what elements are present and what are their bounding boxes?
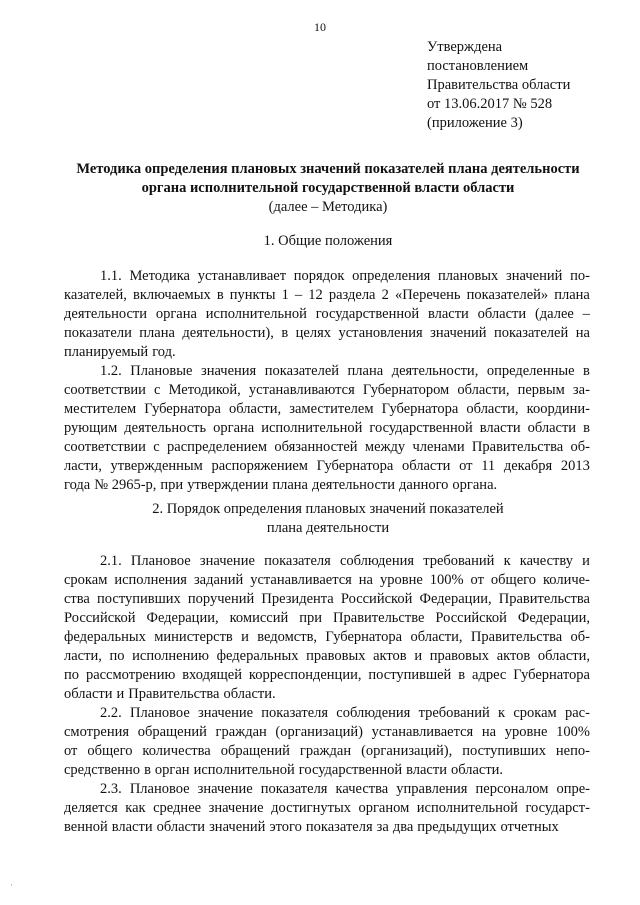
word: 1.1. (100, 268, 122, 284)
word: непо- (555, 743, 590, 759)
word: пункты (229, 287, 276, 303)
word: актов (373, 648, 407, 664)
word: между (364, 439, 406, 455)
word: качеству (519, 553, 573, 569)
word: количества (142, 743, 211, 759)
word: деятельности, (391, 363, 479, 379)
word: 2013 (560, 458, 590, 474)
word: утвержденным (110, 458, 203, 474)
word: включаемых (132, 287, 211, 303)
text-line (64, 419, 590, 438)
text-line (64, 685, 590, 704)
text-line (64, 571, 590, 590)
word: порядок (293, 268, 345, 284)
word: с (154, 382, 161, 398)
word: в (583, 420, 590, 436)
word: деляется (64, 800, 118, 816)
approval-line: Правительства области (427, 77, 571, 93)
word: области (527, 420, 577, 436)
word: управления (396, 781, 468, 797)
word: государственной (369, 420, 473, 436)
word: Президента (261, 591, 334, 607)
word: за- (572, 382, 590, 398)
word: деятельность (124, 420, 207, 436)
word: общего (87, 743, 133, 759)
text-line (64, 438, 590, 457)
word: уровне (504, 724, 548, 740)
word: Правительства (498, 591, 590, 607)
section-heading-2 (40, 500, 616, 538)
word: 100% (429, 572, 464, 588)
word: показатели (64, 325, 132, 341)
word: исполнительной (416, 800, 518, 816)
word: года (64, 477, 91, 493)
word: по (64, 667, 80, 683)
word: исполнительной (205, 306, 307, 322)
word: плана (272, 477, 308, 493)
word: качества (335, 781, 389, 797)
word: от (64, 743, 78, 759)
word: Федерации, (419, 591, 492, 607)
page-number: 10 (314, 20, 326, 34)
word: данного (399, 477, 449, 493)
text-line (64, 799, 590, 818)
word: смотрения (64, 724, 130, 740)
word: власти (479, 420, 521, 436)
word: декабря (503, 458, 553, 474)
word: установления (338, 325, 423, 341)
approval-line: постановлением (427, 58, 529, 74)
word: обращений (137, 724, 207, 740)
text-line (64, 552, 590, 571)
word: обращений (220, 743, 290, 759)
paragraph-1-1 (64, 267, 590, 362)
word: целях (295, 325, 332, 341)
word: за (376, 819, 389, 835)
word: поступившей (368, 667, 452, 683)
word: ласти, (64, 648, 102, 664)
word: 100% (556, 724, 590, 740)
word: предыдущих (417, 819, 497, 835)
word: Губернатора (325, 629, 403, 645)
word: области. (450, 762, 504, 778)
word: при (160, 477, 184, 493)
word: достигнутых (271, 800, 351, 816)
word: Правительстве (333, 610, 425, 626)
word: 1 (281, 287, 289, 303)
word: к (503, 553, 511, 569)
word: местителем (64, 401, 137, 417)
word: адрес (472, 667, 507, 683)
word: деятельности (64, 306, 148, 322)
word: соблюдения (336, 705, 411, 721)
word: соответствии (64, 382, 146, 398)
word: срокам (64, 572, 108, 588)
approval-line: Утверждена (427, 39, 503, 55)
word: поступивших (462, 743, 546, 759)
word: исполнительной (193, 762, 295, 778)
word: и (116, 686, 125, 702)
text-line (64, 590, 590, 609)
word: требований (423, 553, 495, 569)
word: плана (554, 287, 590, 303)
word: исполнению (132, 648, 209, 664)
title-line: Методика определения плановых значений показателей плана деятельности (76, 161, 580, 177)
word: первым (517, 382, 565, 398)
word: 2.1. (100, 553, 122, 569)
word: общего (490, 572, 536, 588)
approval-stamp (427, 38, 570, 133)
word: значения (200, 363, 257, 379)
word: количе- (542, 572, 590, 588)
word: 2.3. (100, 781, 122, 797)
word: Губернатора (381, 401, 459, 417)
word: значений (506, 268, 563, 284)
word: значение (198, 705, 254, 721)
word: деятельности (311, 477, 395, 493)
paragraph-2-2 (64, 704, 590, 780)
word: Губернатором (362, 382, 450, 398)
word: орган (154, 762, 190, 778)
word: (организаций) (275, 724, 363, 740)
word: рас- (564, 705, 590, 721)
text-line (64, 780, 590, 799)
word: 2 (381, 287, 389, 303)
word: значений (209, 819, 266, 835)
word: власти (406, 762, 447, 778)
word: Правительства (470, 629, 563, 645)
word: венной (64, 819, 108, 835)
word: Плановые (130, 363, 193, 379)
word: исполнительной (261, 420, 363, 436)
word: этого (269, 819, 302, 835)
text-line (64, 818, 590, 837)
word: комиссий (229, 610, 289, 626)
word: корреспонденции, (248, 667, 362, 683)
text-line (64, 647, 590, 666)
text-line (64, 666, 590, 685)
word: области. (223, 686, 276, 702)
word: определения (352, 268, 431, 284)
word: исполнения (114, 572, 187, 588)
approval-line: (приложение 3) (427, 115, 523, 131)
word: и (582, 553, 590, 569)
text-line (64, 324, 590, 343)
word: (организаций), (361, 743, 453, 759)
section-heading-line: 2. Порядок определения плановых значений показателей (152, 501, 504, 517)
text-line (64, 476, 590, 495)
word: показателей (264, 363, 340, 379)
paragraph-2-1 (64, 552, 590, 704)
title-line: органа исполнительной государственной власти области (141, 180, 515, 196)
word: соответствии (64, 439, 146, 455)
word: граждан (299, 743, 352, 759)
word: утверждении (187, 477, 269, 493)
section-heading-line: плана деятельности (266, 520, 390, 536)
word: координи- (526, 401, 590, 417)
word: органа (213, 420, 255, 436)
word: поручений (187, 591, 255, 607)
paragraph-1-2 (64, 362, 590, 495)
word: федеральных (216, 648, 299, 664)
text-line (64, 362, 590, 381)
word: по- (570, 268, 590, 284)
word: граждан (215, 724, 267, 740)
text-line (64, 761, 590, 780)
word: Правительства (128, 686, 220, 702)
word: с (153, 439, 160, 455)
text-line (64, 628, 590, 647)
word: заданий (193, 572, 244, 588)
word: средственно (64, 762, 141, 778)
word: казателей, (64, 287, 127, 303)
word: опре- (556, 781, 590, 797)
word: Методика (129, 268, 190, 284)
word: и (241, 629, 249, 645)
word: значение (199, 553, 255, 569)
word: в (458, 667, 466, 683)
word: органа. (452, 477, 498, 493)
word: Правительства (471, 439, 564, 455)
word: правовых (429, 648, 490, 664)
text-line (64, 457, 590, 476)
word: распоряжением (211, 458, 308, 474)
word: от (470, 572, 484, 588)
text-line (64, 305, 590, 324)
word: в (216, 287, 224, 303)
word: устанавливает (197, 268, 287, 284)
word: Плановое (129, 781, 190, 797)
paragraph-2-3 (64, 780, 590, 837)
word: Губернатора (316, 458, 394, 474)
word: Федерации, (146, 610, 219, 626)
word: Губернатора (144, 401, 221, 417)
word: власти (427, 306, 469, 322)
word: 1.2. (100, 363, 122, 379)
word: входящей (182, 667, 242, 683)
word: отчетных (500, 819, 559, 835)
word: планируемый (64, 344, 149, 360)
text-line (64, 400, 590, 419)
word: Федерации, (517, 610, 590, 626)
word: органом (358, 800, 410, 816)
word: показателя (261, 705, 329, 721)
word: поступивших (97, 591, 181, 607)
word: Плановое (130, 553, 191, 569)
word: правовых (306, 648, 366, 664)
word: плановых (438, 268, 499, 284)
word: государственной (298, 762, 403, 778)
word: области (156, 819, 206, 835)
section-heading-line: 1. Общие положения (263, 233, 393, 249)
word: области, (466, 401, 519, 417)
word: ласти, (64, 458, 102, 474)
word: распределением (167, 439, 268, 455)
word: деятельности), (182, 325, 274, 341)
word: среднее (153, 800, 202, 816)
word: области, (537, 648, 590, 664)
word: – (294, 287, 303, 303)
word: два (392, 819, 414, 835)
title-subtitle: (далее – Методика) (268, 199, 388, 215)
word: показателей (493, 325, 569, 341)
word: Плановое (130, 705, 190, 721)
word: Российской (340, 591, 413, 607)
word: министерств (154, 629, 233, 645)
word: как (125, 800, 146, 816)
word: устанавливается (371, 724, 474, 740)
word: власти (111, 819, 153, 835)
word: показателя (260, 781, 328, 797)
word: органа (155, 306, 197, 322)
word: области (401, 458, 451, 474)
word: на (481, 724, 497, 740)
word: рующим (64, 420, 118, 436)
word: «Перечень (394, 287, 461, 303)
word: 12 (308, 287, 323, 303)
word: уровне (379, 572, 423, 588)
word: области, (457, 382, 510, 398)
word: ства (64, 591, 90, 607)
word: Методикой, (168, 382, 241, 398)
section-heading-1 (40, 232, 616, 251)
word: области, (410, 629, 463, 645)
word: области (477, 306, 527, 322)
word: ведомств, (257, 629, 318, 645)
word: государст- (525, 800, 590, 816)
word: актов (496, 648, 531, 664)
text-line (64, 286, 590, 305)
word: 11 (481, 458, 496, 474)
word: показателя (305, 819, 373, 835)
word: показателей» (466, 287, 549, 303)
word: области (64, 686, 113, 702)
text-line (64, 723, 590, 742)
word: значений (430, 325, 487, 341)
word: Российской (435, 610, 507, 626)
text-line (64, 704, 590, 723)
word: об- (570, 629, 590, 645)
word: государственной (315, 306, 420, 322)
text-line (64, 343, 590, 362)
word: области, (229, 401, 282, 417)
word: и (414, 648, 423, 664)
word: № 2965-р, (94, 477, 157, 493)
word: Губернатора (513, 667, 590, 683)
word: персоналом (475, 781, 549, 797)
word: при (299, 610, 323, 626)
word: плана (347, 363, 384, 379)
word: определенные (486, 363, 575, 379)
word: на (358, 572, 373, 588)
word: значение (208, 800, 264, 816)
text-line (64, 609, 590, 628)
word: Российской (64, 610, 136, 626)
word: устанавливается (250, 572, 352, 588)
word: в (144, 762, 151, 778)
word: (далее (534, 306, 574, 322)
approval-line: от 13.06.2017 № 528 (427, 96, 553, 112)
document-title (40, 160, 616, 217)
word: 2.2. (100, 705, 122, 721)
word: в (583, 363, 590, 379)
word: год. (152, 344, 176, 360)
word: значение (197, 781, 253, 797)
word: заместителем (289, 401, 374, 417)
word: федеральных (64, 629, 146, 645)
word: соблюдения (339, 553, 415, 569)
word: раздела (328, 287, 376, 303)
word: рассмотрению (85, 667, 176, 683)
word: – (582, 306, 590, 322)
margin-mark: · (10, 880, 13, 890)
word: в (281, 325, 289, 341)
text-line (64, 381, 590, 400)
word: требований (418, 705, 490, 721)
word: показателя (264, 553, 331, 569)
word: членами (412, 439, 465, 455)
word: устанавливаются (248, 382, 355, 398)
text-line (64, 267, 590, 286)
text-line (64, 742, 590, 761)
word: срокам (513, 705, 557, 721)
word: по (109, 648, 125, 664)
word: от (459, 458, 473, 474)
word: обязанностей (274, 439, 358, 455)
word: на (575, 325, 590, 341)
word: плана (139, 325, 175, 341)
word: к (498, 705, 506, 721)
word: об- (570, 439, 590, 455)
